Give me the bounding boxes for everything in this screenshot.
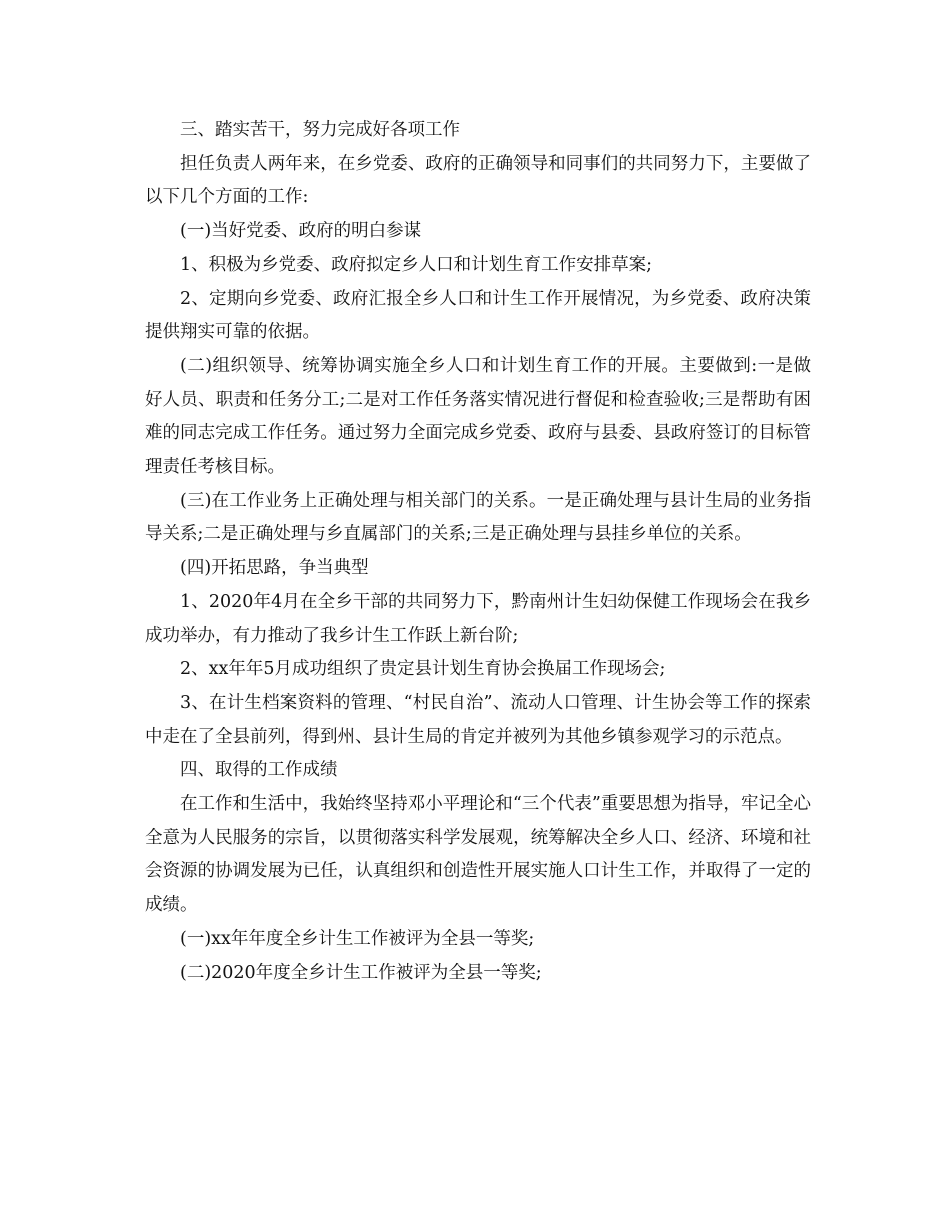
subheading-two-paragraph: (二)组织领导、统筹协调实施全乡人口和计划生育工作的开展。主要做到:一是做好人员、职责和任务分工;二是对工作任务落实情况进行督促和检查验收;三是帮助有困难的同志完成工作任务。通过努力全面完成乡党委、政府与县委、县政府签订的目标管理责任考核目标。 <box>145 355 811 478</box>
list-item-2b: 2、xx年年5月成功组织了贵定县计划生育协会换届工作现场会; <box>180 659 666 680</box>
subheading-four: (四)开拓思路，争当典型 <box>180 558 369 579</box>
subheading-one: (一)当好党委、政府的明白参谋 <box>180 221 422 242</box>
list-item-1: 1、积极为乡党委、政府拟定乡人口和计划生育工作安排草案; <box>180 254 653 275</box>
subheading-three-paragraph: (三)在工作业务上正确处理与相关部门的关系。一是正确处理与县计生局的业务指导关系;二是正确处理与乡直属部门的关系;三是正确处理与县挂乡单位的关系。 <box>145 490 811 545</box>
list-item-1b: 1、2020年4月在全乡干部的共同努力下，黔南州计生妇幼保健工作现场会在我乡成功举办，有力推动了我乡计生工作跃上新台阶; <box>145 591 811 646</box>
award-item-1: (一)xx年年度全乡计生工作被评为全县一等奖; <box>180 928 535 949</box>
award-item-2: (二)2020年度全乡计生工作被评为全县一等奖; <box>180 962 542 983</box>
paragraph-achievements: 在工作和生活中，我始终坚持邓小平理论和“三个代表”重要思想为指导，牢记全心全意为人民服务的宗旨，以贯彻落实科学发展观，统筹解决全乡人口、经济、环境和社会资源的协调发展为已任，认真组织和创造性开展实施人口计生工作，并取得了一定的成绩。 <box>145 794 811 916</box>
document-body <box>145 114 811 990</box>
paragraph-intro: 担任负责人两年来，在乡党委、政府的正确领导和同事们的共同努力下，主要做了以下几个方面的工作: <box>145 153 811 208</box>
list-item-2: 2、定期向乡党委、政府汇报全乡人口和计生工作开展情况，为乡党委、政府决策提供翔实可靠的依据。 <box>145 288 811 343</box>
list-item-3b: 3、在计生档案资料的管理、“村民自治”、流动人口管理、计生协会等工作的探索中走在了全县前列，得到州、县计生局的肯定并被列为其他乡镇参观学习的示范点。 <box>145 692 811 747</box>
section-heading-three: 三、踏实苦干，努力完成好各项工作 <box>180 120 460 140</box>
section-heading-four: 四、取得的工作成绩 <box>180 760 338 781</box>
